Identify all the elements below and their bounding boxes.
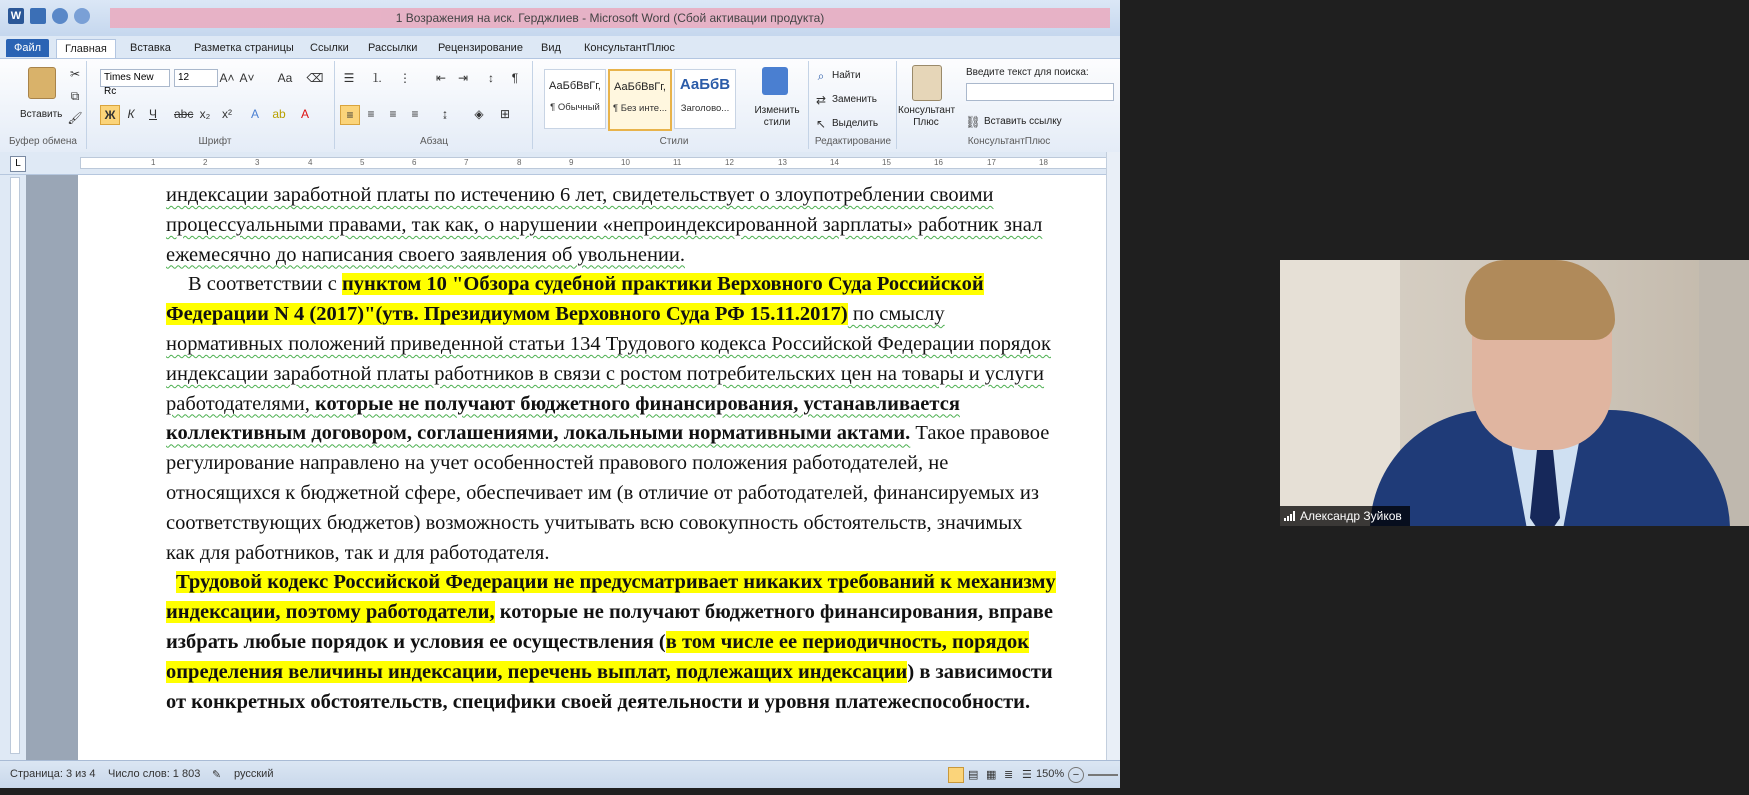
paragraph-group xyxy=(336,61,533,149)
vertical-ruler-scale[interactable] xyxy=(10,177,20,754)
consultant-search-label: Введите текст для поиска: xyxy=(966,67,1089,78)
multilevel-list-icon[interactable]: ⋮ xyxy=(399,71,411,85)
font-size-select[interactable]: 12 xyxy=(174,69,218,87)
styles-group xyxy=(540,61,809,149)
save-icon[interactable] xyxy=(30,8,46,24)
ruler-number: 12 xyxy=(725,158,734,167)
ruler-number: 9 xyxy=(569,158,574,167)
font-group-label: Шрифт xyxy=(198,136,232,147)
copy-icon[interactable]: ⧉ xyxy=(70,89,80,103)
select-icon[interactable]: ↖ xyxy=(815,117,827,131)
change-case-icon[interactable]: Aa xyxy=(277,71,293,85)
vertical-scrollbar[interactable] xyxy=(1106,152,1120,760)
style-heading[interactable] xyxy=(674,69,736,129)
grow-font-icon[interactable]: A˄ xyxy=(219,71,235,85)
ruler-number: 16 xyxy=(934,158,943,167)
zoom-level[interactable]: 150% xyxy=(1036,768,1065,780)
clipboard-group-label: Буфер обмена xyxy=(9,136,77,147)
tab-page-layout[interactable]: Разметка страницы xyxy=(194,42,294,54)
reading-layout-icon[interactable]: ▤ xyxy=(968,769,979,781)
style-no-spacing-name: ¶ Без инте... xyxy=(612,103,668,114)
strikethrough-icon[interactable]: abc xyxy=(174,107,194,121)
participant-name: Александр Зуйков xyxy=(1300,509,1402,523)
italic-icon[interactable]: К xyxy=(127,107,135,121)
underline-icon[interactable]: Ч xyxy=(149,107,157,121)
ribbon-tabs xyxy=(0,36,1120,58)
style-normal-name: ¶ Обычный xyxy=(550,102,600,113)
font-group xyxy=(96,61,335,149)
tab-consultant[interactable]: КонсультантПлюс xyxy=(584,42,675,54)
document-area xyxy=(26,175,1120,760)
style-normal[interactable] xyxy=(544,69,606,129)
consultant-search-input[interactable] xyxy=(966,83,1114,101)
replace-icon[interactable]: ⇄ xyxy=(815,93,827,107)
paragraph-3-rest: ) в зависимости от конкретных обстоятельств, специфики своей деятельности и уровня платежеспособности. xyxy=(166,660,1053,713)
paragraph-3-body: которые не получают бюджетного финансирования, вправе избрать любые порядок и условия ее осуществления ( xyxy=(166,601,1053,653)
page-count[interactable]: Страница: 3 из 4 xyxy=(10,768,96,780)
zoom-out-icon[interactable]: − xyxy=(1068,767,1084,783)
superscript-icon[interactable]: x² xyxy=(222,107,232,121)
pilcrow-icon[interactable]: ¶ xyxy=(511,71,519,85)
style-normal-sample: АаБбВвГг, xyxy=(549,80,601,92)
format-painter-icon[interactable]: 🖌 xyxy=(67,111,83,125)
clipboard-group xyxy=(0,61,87,149)
document-page[interactable] xyxy=(78,175,1118,760)
paragraph-1 xyxy=(166,181,1056,270)
tab-file[interactable]: Файл xyxy=(6,39,49,57)
web-layout-icon[interactable]: ▦ xyxy=(986,769,997,781)
highlight-icon[interactable]: ab xyxy=(272,107,286,121)
vertical-ruler xyxy=(0,175,26,760)
tab-view[interactable]: Вид xyxy=(541,42,561,54)
tab-review[interactable]: Рецензирование xyxy=(438,42,523,54)
ruler-number: 10 xyxy=(621,158,630,167)
sort-icon[interactable]: ↕ xyxy=(488,71,494,85)
proofing-icon[interactable]: ✎ xyxy=(212,769,222,781)
outline-view-icon[interactable]: ≣ xyxy=(1004,769,1014,781)
style-no-spacing-sample: АаБбВвГг, xyxy=(614,81,666,93)
align-right-icon[interactable]: ≡ xyxy=(389,107,397,121)
zoom-slider[interactable] xyxy=(1088,774,1118,776)
text-effects-icon[interactable]: A xyxy=(250,107,259,121)
change-styles-icon[interactable] xyxy=(762,67,788,95)
increase-indent-icon[interactable]: ⇥ xyxy=(457,71,469,85)
font-name-select[interactable]: Times New Rc xyxy=(100,69,170,87)
ruler-number: 17 xyxy=(987,158,996,167)
paragraph-1-text: индексации заработной платы по истечению 6 лет, свидетельствует о злоупотреблении своими процессуальными правами, так как, о нарушении «непроиндексированной зарплаты» работник знал ежемесячно до написания своего заявления об увольнении. xyxy=(166,184,1043,266)
paragraph-2-body: по смыслу нормативных положений приведенной статьи 134 Трудового кодекса Российской Федерации порядок индексации заработной платы работников в связи с ростом потребительских цен на товары и услуги работодателями, xyxy=(166,303,1051,415)
numbering-icon[interactable]: ⒈ xyxy=(370,71,383,85)
language-indicator[interactable]: русский xyxy=(234,768,274,780)
paragraph-2-rest: Такое правовое регулирование направлено на учет особенностей правового положения работодателей, не относящихся к бюджетной сфере, обеспечивает им (в отличие от работодателей, финансируемых из соответствующих бюджетов) возможность учитывать всю совокупность обстоятельств, значимых как для работников, так и для работодателя. xyxy=(166,422,1050,564)
insert-link-button[interactable]: Вставить ссылку xyxy=(984,116,1062,127)
ruler-number: 13 xyxy=(778,158,787,167)
bullets-icon[interactable]: ☰ xyxy=(343,71,355,85)
paste-icon[interactable] xyxy=(28,67,56,99)
status-bar xyxy=(0,760,1120,788)
ruler-number: 4 xyxy=(308,158,313,167)
tab-mailings[interactable]: Рассылки xyxy=(368,42,418,54)
word-count[interactable]: Число слов: 1 803 xyxy=(108,768,201,780)
tab-references[interactable]: Ссылки xyxy=(310,42,349,54)
shading-icon[interactable]: ◈ xyxy=(474,107,484,121)
tab-insert[interactable]: Вставка xyxy=(130,42,171,54)
tab-home[interactable]: Главная xyxy=(56,39,116,58)
font-color-icon[interactable]: A xyxy=(300,107,309,121)
borders-icon[interactable]: ⊞ xyxy=(499,107,511,121)
paragraph-3 xyxy=(166,568,1056,717)
consultant-plus-icon[interactable] xyxy=(912,65,942,101)
align-center-icon[interactable]: ≡ xyxy=(367,107,375,121)
draft-view-icon[interactable]: ☰ xyxy=(1022,769,1032,781)
consultant-plus-button[interactable]: Консультант Плюс xyxy=(898,105,956,128)
window-title: 1 Возражения на иск. Герджлиев - Microsoft Word (Сбой активации продукта) xyxy=(110,8,1110,28)
document-text[interactable] xyxy=(166,181,1056,717)
title-bar xyxy=(0,0,1120,37)
paragraph-3-highlight-1: Трудовой кодекс Российской Федерации не предусматривает никаких требований к механизму индексации, поэтому работодатели, xyxy=(166,571,1056,624)
ribbon xyxy=(0,58,1120,154)
undo-icon[interactable] xyxy=(52,8,68,24)
style-heading-name: Заголово... xyxy=(680,103,730,114)
paragraph-2-highlight: пунктом 10 "Обзора судебной практики Верховного Суда Российской Федерации N 4 (2017)"(утв. Президиумом Верховного Суда РФ 15.11.2017) xyxy=(166,273,984,326)
cut-icon[interactable]: ✂ xyxy=(69,67,81,81)
ruler-number: 14 xyxy=(830,158,839,167)
justify-icon[interactable]: ≡ xyxy=(411,107,419,121)
align-left-icon[interactable]: ≡ xyxy=(340,105,360,125)
ruler-number: 3 xyxy=(255,158,260,167)
find-icon[interactable]: ⌕ xyxy=(817,69,825,83)
paste-button[interactable]: Вставить xyxy=(20,109,63,120)
style-heading-sample: АаБбВ xyxy=(679,76,731,93)
clear-format-icon[interactable]: ⌫ xyxy=(306,71,324,85)
select-button[interactable]: Выделить xyxy=(832,118,879,129)
ruler-number: 18 xyxy=(1039,158,1048,167)
line-spacing-icon[interactable]: ↨ xyxy=(442,107,448,121)
change-styles-button[interactable]: Изменить стили xyxy=(754,105,800,128)
decrease-indent-icon[interactable]: ⇤ xyxy=(435,71,447,85)
person-hair xyxy=(1465,260,1615,340)
styles-group-label: Стили xyxy=(659,136,689,147)
participant-name-tag xyxy=(1280,506,1410,526)
print-layout-icon[interactable] xyxy=(948,767,964,783)
redo-icon[interactable] xyxy=(74,8,90,24)
consultant-group-label: КонсультантПлюс xyxy=(967,136,1051,147)
tab-stop-selector[interactable]: L xyxy=(10,156,26,172)
ruler-number: 11 xyxy=(673,158,682,167)
insert-link-icon[interactable]: ⛓ xyxy=(965,115,981,129)
paragraph-3-highlight-2: в том числе ее периодичность, порядок определения величины индексации, перечень выплат, подлежащих индексации xyxy=(166,630,1030,683)
ruler-number: 6 xyxy=(412,158,417,167)
replace-button[interactable]: Заменить xyxy=(832,94,877,105)
ruler-number: 1 xyxy=(151,158,156,167)
quick-access-toolbar xyxy=(8,8,90,24)
editing-group-label: Редактирование xyxy=(814,136,892,147)
ruler-number: 7 xyxy=(464,158,469,167)
ruler-number: 2 xyxy=(203,158,208,167)
connection-signal-icon xyxy=(1284,511,1295,521)
style-no-spacing[interactable] xyxy=(608,69,672,131)
participant-video[interactable] xyxy=(1280,260,1749,526)
ruler-number: 15 xyxy=(882,158,891,167)
bold-icon[interactable]: Ж xyxy=(100,105,120,125)
subscript-icon[interactable]: x₂ xyxy=(199,107,211,121)
horizontal-ruler xyxy=(0,152,1120,175)
find-button[interactable]: Найти xyxy=(832,70,861,81)
paragraph-2 xyxy=(166,270,1056,568)
editing-group xyxy=(810,61,897,149)
ruler-scale[interactable] xyxy=(80,157,1112,169)
shrink-font-icon[interactable]: A˅ xyxy=(239,71,255,85)
paragraph-2-bold: которые не получают бюджетного финансирования, устанавливается коллективным договором, соглашениями, локальными нормативными актами. xyxy=(166,392,960,445)
ruler-number: 5 xyxy=(360,158,365,167)
consultant-group xyxy=(898,61,1120,149)
paragraph-group-label: Абзац xyxy=(419,136,449,147)
paragraph-2-intro: В соответствии с xyxy=(188,273,342,296)
word-logo-icon[interactable]: W xyxy=(8,8,24,24)
ruler-number: 8 xyxy=(517,158,522,167)
